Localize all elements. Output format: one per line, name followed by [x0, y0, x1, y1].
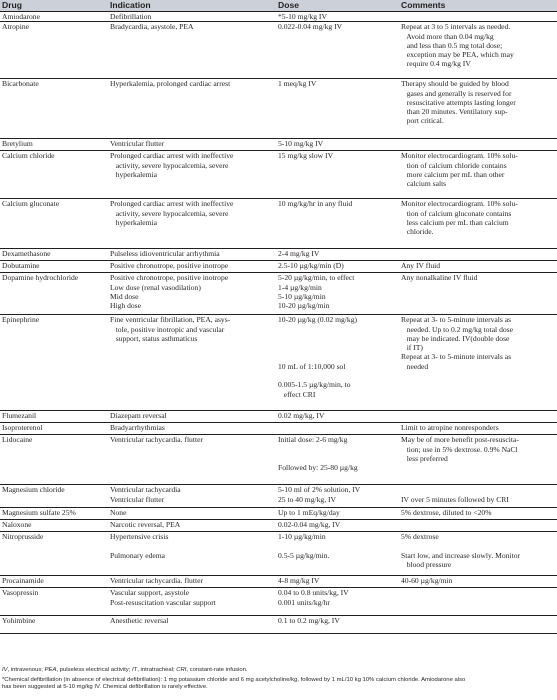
- cell-drug: [0, 423, 108, 435]
- cell-comments: [399, 249, 557, 261]
- cell-indication: [108, 520, 276, 532]
- cell-line: Start low, and increase slowly. Monitor: [401, 550, 521, 560]
- cell-indication: [108, 485, 276, 508]
- cell-indication: [108, 532, 276, 576]
- cell-line: 5-20 µg/kg/min, to effect: [278, 273, 355, 283]
- cell-line: Fine ventricular fibrillation, PEA, asys-: [110, 315, 231, 325]
- cell-comments: [399, 616, 557, 634]
- table-row: [0, 616, 557, 634]
- cell-line: Positive chronotrope, positive inotrope: [110, 273, 229, 283]
- cell-comments: [399, 139, 557, 151]
- cell-drug: [0, 12, 108, 22]
- cell-line: may be indicated. IV(double dose: [401, 333, 510, 343]
- cell-comments: [399, 576, 557, 588]
- table-row: [0, 22, 557, 79]
- cell-line: Dexamethasone: [2, 249, 51, 259]
- abbr-cri: CRI: [176, 667, 187, 673]
- cell-drug: [0, 616, 108, 634]
- table-body: [0, 12, 557, 634]
- cell-dose: [276, 249, 399, 261]
- cell-dose: [276, 576, 399, 588]
- cell-line: 40-60 µg/kg/min: [401, 576, 453, 586]
- cell-line: 10-20 µg/kg (0.02 mg/kg): [278, 315, 358, 325]
- cell-indication: [108, 411, 276, 423]
- cell-line: Bradyarrhythmias: [110, 423, 165, 433]
- cell-line: 0.5-5 µg/kg/min.: [278, 550, 330, 560]
- cell-line: effect CRI: [278, 389, 316, 399]
- cell-indication: [108, 508, 276, 520]
- cell-line: tion of calcium chloride contains: [401, 160, 507, 170]
- table-row: [0, 576, 557, 588]
- header-dose: Dose: [276, 0, 399, 12]
- cell-dose: [276, 411, 399, 423]
- cell-drug: [0, 261, 108, 273]
- cell-line: [278, 454, 397, 463]
- cell-comments: [399, 12, 557, 22]
- cell-indication: [108, 423, 276, 435]
- cell-line: Pulseless idioventricular arrhythmia: [110, 249, 220, 259]
- table-row: [0, 261, 557, 273]
- table-row: [0, 79, 557, 139]
- cell-indication: [108, 616, 276, 634]
- cell-indication: [108, 315, 276, 411]
- cell-line: 1-10 µg/kg/min: [278, 532, 326, 542]
- cell-line: *5-10 mg/kg IV: [278, 12, 327, 21]
- abbr-iv: IV: [2, 667, 8, 673]
- cell-indication: [108, 79, 276, 139]
- cell-indication: [108, 151, 276, 199]
- cell-line: Any nonalkaline IV fluid: [401, 273, 478, 283]
- cell-line: hyperkalemia: [110, 169, 158, 179]
- footnote-abbreviations: [2, 667, 555, 674]
- cell-line: Yohimbine: [2, 616, 36, 626]
- cell-line: 5-10 ml of 2% solution, IV: [278, 485, 361, 495]
- table-row: [0, 485, 557, 508]
- cell-line: High dose: [110, 301, 142, 311]
- table-row: [0, 435, 557, 485]
- cell-line: 0.005-1.5 µg/kg/min, to: [278, 380, 351, 390]
- cell-line: Repeat at 3- to 5-minute intervals as: [401, 315, 512, 325]
- cell-comments: [399, 423, 557, 435]
- cell-line: more calcium per mL than other: [401, 169, 505, 179]
- cell-line: Monitor electrocardiogram. 10% solu-: [401, 151, 518, 161]
- cell-line: Post-resuscitation vascular support: [110, 597, 216, 607]
- cell-line: Positive chronotrope, positive inotrope: [110, 261, 229, 271]
- cell-line: 5-10 µg/kg/min: [278, 291, 326, 301]
- cell-line: than 20 minutes. Ventilatory sup-: [401, 107, 508, 117]
- cell-drug: [0, 520, 108, 532]
- cell-line: Amiodarone: [2, 12, 40, 21]
- cell-line: support, status asthmaticus: [110, 333, 198, 343]
- cell-comments: [399, 508, 557, 520]
- cell-line: 10 mL of 1:10,000 sol: [278, 361, 346, 371]
- abbr-it: IT: [132, 667, 138, 673]
- cell-indication: [108, 199, 276, 249]
- cell-line: Hyperkalemia, prolonged cardiac arrest: [110, 79, 231, 89]
- cell-line: Bicarbonate: [2, 79, 39, 89]
- cell-line: calcium salts: [401, 179, 447, 189]
- footnote-star-line-2: has been suggested at 5-10 mg/kg IV. Chemical defibrillation is rarely effective.: [2, 684, 208, 690]
- cell-line: tole, positive inotropic and vascular: [110, 324, 225, 334]
- cell-line: [278, 445, 397, 454]
- cell-line: resuscitative attempts lasting longer: [401, 97, 516, 107]
- cell-line: Magnesium sulfate 25%: [2, 508, 76, 518]
- cell-line: 1-4 µg/kg/min: [278, 282, 322, 292]
- cell-drug: [0, 576, 108, 588]
- cell-comments: [399, 199, 557, 249]
- cell-dose: [276, 520, 399, 532]
- cell-line: Defibrillation: [110, 12, 152, 21]
- cell-line: 1 meq/kg IV: [278, 79, 317, 89]
- cell-dose: [276, 199, 399, 249]
- cell-line: Diazepam reversal: [110, 411, 167, 421]
- cell-line: blood pressure: [401, 560, 452, 570]
- cell-line: [278, 371, 397, 380]
- cell-line: Anesthetic reversal: [110, 616, 169, 626]
- header-comments: Comments: [399, 0, 557, 12]
- cell-dose: [276, 616, 399, 634]
- cell-indication: [108, 273, 276, 315]
- table-row: [0, 151, 557, 199]
- cell-line: Repeat at 3- to 5-minute intervals as: [401, 352, 512, 362]
- cell-line: [278, 325, 397, 334]
- cell-line: activity, severe hypocalcemia, severe: [110, 160, 229, 170]
- table-row: [0, 139, 557, 151]
- cell-line: Procainamide: [2, 576, 44, 586]
- cell-line: 4-8 mg/kg IV: [278, 576, 320, 586]
- cell-line: 5-10 mg/kg IV: [278, 139, 324, 149]
- cell-line: 15 mg/kg slow IV: [278, 151, 334, 161]
- cell-line: Mid dose: [110, 291, 139, 301]
- cell-comments: [399, 261, 557, 273]
- cell-line: 5% dextrose: [401, 532, 439, 542]
- footnote-star-line-1: *Chemical defibrillation (in absence of electrical defibrillation): 1 mg potassium chloride and 6 mg acetylcholine/kg, followed by 1 mL/10 kg 10% calcium chloride. Amiodarone also: [2, 677, 466, 683]
- cell-line: None: [110, 508, 127, 518]
- cell-drug: [0, 508, 108, 520]
- cell-line: activity, severe hypocalcemia, severe: [110, 208, 229, 218]
- cell-line: Ventricular flutter: [110, 139, 165, 149]
- cell-drug: [0, 22, 108, 79]
- cell-line: 0.022-0.04 mg/kg IV: [278, 22, 343, 32]
- cell-line: 10-20 µg/kg/min: [278, 301, 330, 311]
- cell-line: Epinephrine: [2, 315, 40, 325]
- table-row: [0, 532, 557, 576]
- cell-line: Prolonged cardiac arrest with ineffective: [110, 199, 234, 209]
- cell-comments: [399, 520, 557, 532]
- cell-line: Prolonged cardiac arrest with ineffective: [110, 151, 234, 161]
- cell-comments: [399, 315, 557, 411]
- table-row: [0, 249, 557, 261]
- cell-line: IV over 5 minutes followed by CRI: [401, 494, 509, 504]
- cell-line: chloride.: [401, 227, 434, 237]
- cell-line: tion of calcium gluconate contains: [401, 208, 512, 218]
- cell-drug: [0, 532, 108, 576]
- cell-dose: [276, 588, 399, 616]
- cell-line: require 0.4 mg/kg IV: [401, 59, 471, 69]
- cell-line: Repeat at 3 to 5 intervals as needed.: [401, 22, 511, 32]
- cell-line: Isoproterenol: [2, 423, 43, 433]
- cell-line: [401, 485, 555, 494]
- cell-dose: [276, 532, 399, 576]
- cell-line: Initial dose: 2-6 mg/kg: [278, 435, 348, 445]
- cell-dose: [276, 261, 399, 273]
- cell-comments: [399, 411, 557, 423]
- cell-dose: [276, 423, 399, 435]
- cell-drug: [0, 249, 108, 261]
- cell-line: tion; use in 5% dextrose. 0.9% NaCl: [401, 444, 518, 454]
- table-row: [0, 588, 557, 616]
- cell-drug: [0, 588, 108, 616]
- table-row: [0, 423, 557, 435]
- cell-line: [110, 542, 274, 551]
- cell-line: port critical.: [401, 116, 444, 126]
- cell-line: Naloxone: [2, 520, 32, 530]
- table-row: [0, 520, 557, 532]
- cell-line: 0.04 to 0.8 units/kg, IV: [278, 588, 349, 598]
- cell-line: Vascular support, asystole: [110, 588, 190, 598]
- cell-comments: [399, 79, 557, 139]
- cell-drug: [0, 79, 108, 139]
- cell-line: 25 to 40 mg/kg, IV: [278, 494, 337, 504]
- table-row: [0, 508, 557, 520]
- cell-line: needed. Up to 0.2 mg/kg total dose: [401, 324, 513, 334]
- cell-line: Atropine: [2, 22, 29, 32]
- header-indication: Indication: [108, 0, 276, 12]
- cell-line: [278, 542, 397, 551]
- cell-drug: [0, 411, 108, 423]
- cell-line: Ventricular tachycardia. flutter: [110, 435, 203, 445]
- table-row: [0, 12, 557, 22]
- cell-line: Dobutamine: [2, 261, 40, 271]
- header-drug: Drug: [0, 0, 108, 12]
- cell-line: May be of more benefit post-resuscita-: [401, 435, 519, 445]
- cell-line: Dopamine hydrochloride: [2, 273, 79, 283]
- cell-line: and less than 0.5 mg total dose;: [401, 40, 503, 50]
- cell-line: 0.001 units/kg/hr: [278, 597, 330, 607]
- cell-line: Followed by: 25-80 µg/kg: [278, 463, 358, 473]
- cell-line: Ventricular tachycardia: [110, 485, 181, 495]
- cell-indication: [108, 435, 276, 485]
- cell-line: 5% dextrose, diluted to <20%: [401, 508, 492, 518]
- cell-line: gases and generally is reserved for: [401, 88, 512, 98]
- cell-line: 2.5-10 µg/kg/min (D): [278, 261, 344, 271]
- cell-comments: [399, 485, 557, 508]
- cell-line: Vasopressin: [2, 588, 39, 598]
- footnote-chemical-defibrillation: [2, 677, 555, 691]
- cell-line: Narcotic reversal, PEA: [110, 520, 181, 530]
- cell-line: needed: [401, 361, 429, 371]
- cell-line: Pulmonary edema: [110, 550, 166, 560]
- cell-indication: [108, 249, 276, 261]
- cell-line: Calcium chloride: [2, 151, 55, 161]
- cell-drug: [0, 315, 108, 411]
- cell-drug: [0, 485, 108, 508]
- abbr-it-def: , intratracheal;: [137, 667, 177, 673]
- cell-drug: [0, 139, 108, 151]
- cell-dose: [276, 508, 399, 520]
- cell-line: 0.02-0.04 mg/kg, IV: [278, 520, 341, 530]
- cell-line: Low dose (renal vasodilation): [110, 282, 201, 292]
- cell-line: Calcium gluconate: [2, 199, 60, 209]
- cell-dose: [276, 12, 399, 22]
- cell-indication: [108, 576, 276, 588]
- cell-line: less preferred: [401, 453, 448, 463]
- cell-dose: [276, 79, 399, 139]
- cell-line: Avoid more than 0.04 mg/kg: [401, 31, 494, 41]
- cell-line: Nitroprusside: [2, 532, 44, 542]
- cell-line: [401, 542, 555, 551]
- cell-line: hyperkalemia: [110, 217, 158, 227]
- cell-comments: [399, 273, 557, 315]
- cell-dose: [276, 139, 399, 151]
- cell-line: Bretylium: [2, 139, 33, 149]
- cell-line: Magnesium chloride: [2, 485, 65, 495]
- cell-indication: [108, 22, 276, 79]
- cell-line: Lidocaine: [2, 435, 33, 445]
- table-header-row: [0, 0, 557, 12]
- cell-line: 0.02 mg/kg, IV: [278, 411, 325, 421]
- cell-line: 0.1 to 0.2 mg/kg, IV: [278, 616, 340, 626]
- cell-indication: [108, 139, 276, 151]
- cell-line: Therapy should be guided by blood: [401, 79, 509, 89]
- cell-line: Ventricular flutter: [110, 494, 165, 504]
- cell-indication: [108, 261, 276, 273]
- cell-line: 2-4 mg/kg IV: [278, 249, 320, 259]
- cell-dose: [276, 273, 399, 315]
- cell-dose: [276, 485, 399, 508]
- table-row: [0, 273, 557, 315]
- cell-drug: [0, 151, 108, 199]
- cell-line: Up to 1 mEq/kg/day: [278, 508, 340, 518]
- cell-line: Hypertensive crisis: [110, 532, 169, 542]
- cell-dose: [276, 151, 399, 199]
- abbr-pea: PEA: [44, 667, 57, 673]
- cell-comments: [399, 435, 557, 485]
- cell-line: Monitor electrocardiogram. 10% solu-: [401, 199, 518, 209]
- cell-comments: [399, 588, 557, 616]
- cell-comments: [399, 151, 557, 199]
- cell-dose: [276, 315, 399, 411]
- cell-line: exception may be PEA, which may: [401, 50, 514, 60]
- cell-drug: [0, 199, 108, 249]
- cell-line: [278, 334, 397, 343]
- table-row: [0, 199, 557, 249]
- cell-line: 10 mg/kg/hr in any fluid: [278, 199, 353, 209]
- cell-line: less calcium per mL than calcium: [401, 217, 509, 227]
- abbr-pea-def: , pulseless electrical activity;: [56, 667, 133, 673]
- cell-comments: [399, 532, 557, 576]
- cell-line: Flumezanil: [2, 411, 37, 421]
- cell-line: Limit to atropine nonresponders: [401, 423, 499, 433]
- cell-comments: [399, 22, 557, 79]
- cell-line: Any IV fluid: [401, 261, 441, 271]
- cell-indication: [108, 588, 276, 616]
- cell-dose: [276, 435, 399, 485]
- table-row: [0, 315, 557, 411]
- abbr-cri-def: , constant-rate infusion.: [186, 667, 248, 673]
- cell-line: [278, 343, 397, 352]
- abbr-iv-def: , intravenous;: [7, 667, 45, 673]
- cell-line: Ventricular tachycardia. flutter: [110, 576, 203, 586]
- cell-line: [278, 352, 397, 361]
- cell-line: Bradycardia, asystole, PEA: [110, 22, 194, 32]
- table-row: [0, 411, 557, 423]
- cell-dose: [276, 22, 399, 79]
- cell-line: if IT): [401, 343, 423, 353]
- cell-drug: [0, 435, 108, 485]
- cell-drug: [0, 273, 108, 315]
- cell-indication: [108, 12, 276, 22]
